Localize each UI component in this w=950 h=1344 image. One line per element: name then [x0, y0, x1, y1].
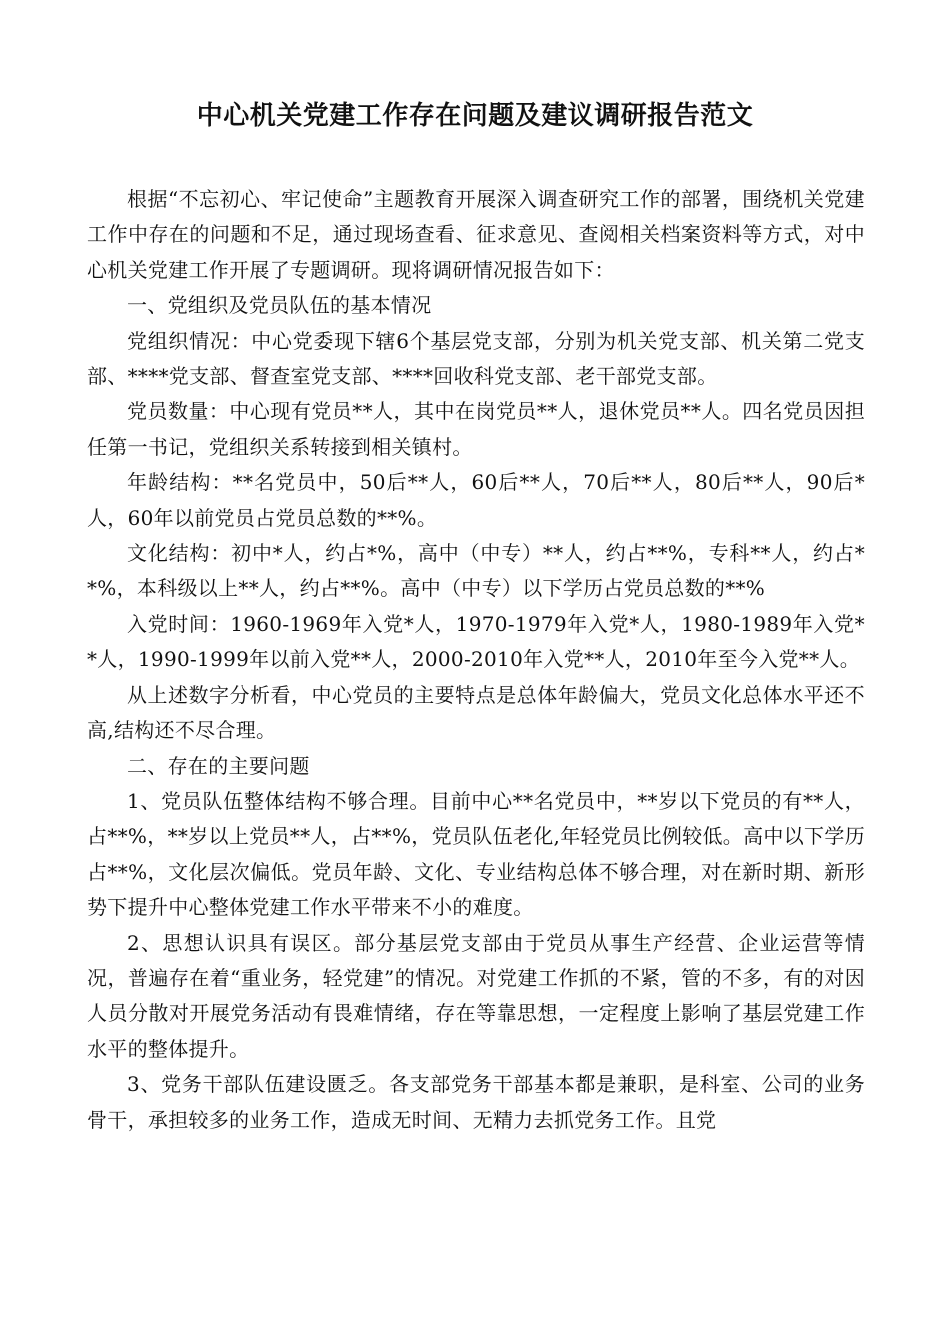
- section-heading-basic-situation: 一、党组织及党员队伍的基本情况: [127, 293, 432, 318]
- paragraph-analysis: 从上述数字分析看，中心党员的主要特点是总体年龄偏大，党员文化总体水平还不高,结构还不尽合理。: [87, 682, 865, 743]
- paragraph-age-structure: 年龄结构：**名党员中，50后**人，60后**人，70后**人，80后**人，90后*人，60年以前党员占党员总数的**%。: [87, 470, 865, 530]
- paragraph-problem-3: 3、党务干部队伍建设匮乏。各支部党务干部基本都是兼职，是科室、公司的业务骨干，承担较多的业务工作，造成无时间、无精力去抓党务工作。且党: [87, 1072, 865, 1132]
- paragraph-problem-1: 1、党员队伍整体结构不够合理。目前中心**名党员中，**岁以下党员的有**人，占**%，**岁以上党员**人，占**%，党员队伍老化,年轻党员比例较低。高中以下学历占**%，文化层次偏低。党员年龄、文化、专业结构总体不够合理，对在新时期、新形势下提升中心整体党建工作水平带来不小的难度。: [87, 788, 865, 920]
- paragraph-education-structure: 文化结构：初中*人，约占*%，高中（中专）**人，约占**%，专科**人，约占**%，本科级以上**人，约占**%。高中（中专）以下学历占党员总数的**%: [87, 541, 865, 601]
- document-title: 中心机关党建工作存在问题及建议调研报告范文: [196, 101, 754, 131]
- document-body: [87, 182, 865, 1138]
- paragraph-join-time: 入党时间：1960-1969年入党*人，1970-1979年入党*人，1980-1989年入党**人，1990-1999年以前入党**人，2000-2010年入党**人，2010年至今入党**人。: [87, 611, 865, 672]
- section-heading-main-problems: 二、存在的主要问题: [127, 753, 310, 778]
- paragraph-party-organization: 党组织情况：中心党委现下辖6个基层党支部，分别为机关党支部、机关第二党支部、****党支部、督查室党支部、****回收科党支部、老干部党支部。: [87, 328, 865, 389]
- paragraph-member-count: 党员数量：中心现有党员**人，其中在岗党员**人，退休党员**人。四名党员因担任第一书记，党组织关系转接到相关镇村。: [87, 399, 865, 459]
- paragraph-intro: 根据“不忘初心、牢记使命”主题教育开展深入调查研究工作的部署，围绕机关党建工作中存在的问题和不足，通过现场查看、征求意见、查阅相关档案资料等方式，对中心机关党建工作开展了专题调研。现将调研情况报告如下：: [87, 187, 865, 282]
- paragraph-problem-2: 2、思想认识具有误区。部分基层党支部由于党员从事生产经营、企业运营等情况，普遍存在着“重业务，轻党建”的情况。对党建工作抓的不紧，管的不多，有的对因人员分散对开展党务活动有畏难情绪，存在等靠思想，一定程度上影响了基层党建工作水平的整体提升。: [87, 930, 865, 1061]
